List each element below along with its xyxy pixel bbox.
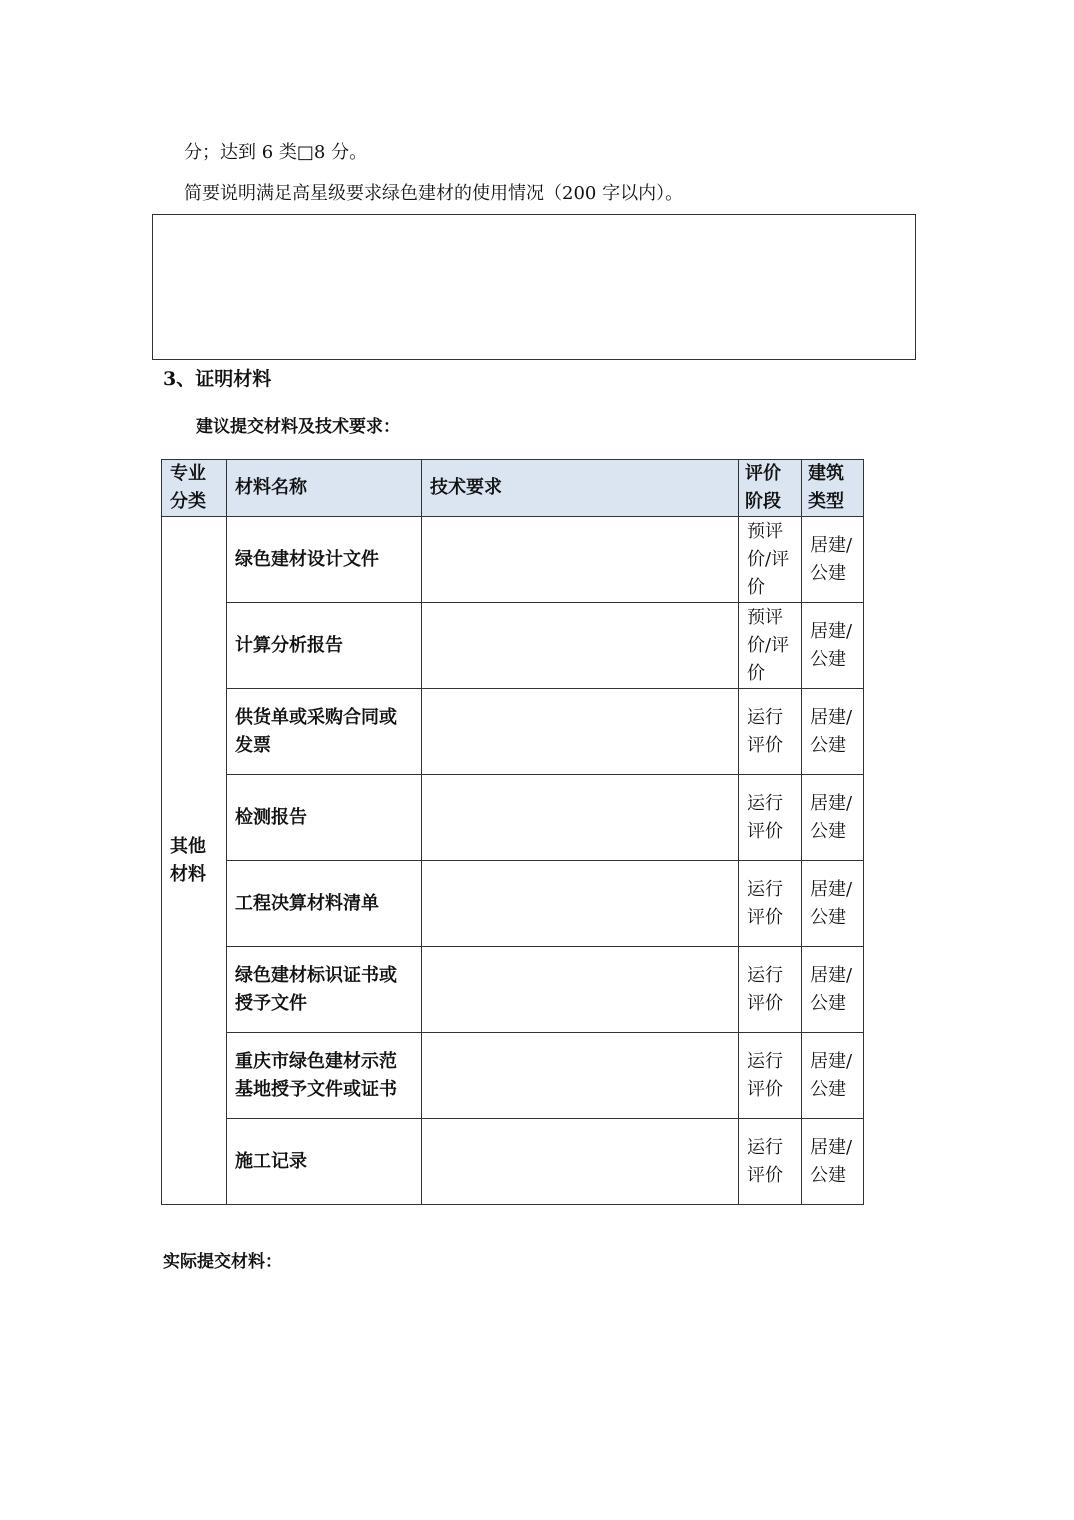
description-textbox[interactable] [152,214,916,360]
table-row [162,517,864,603]
header-name: 材料名称 [227,460,422,517]
stage-cell: 运行评价 [739,947,802,1033]
table-row [162,947,864,1033]
intro-line-1: 分；达到 6 类□8 分。 [184,142,368,163]
requirement-cell [422,947,739,1033]
stage-cell: 运行评价 [739,689,802,775]
stage-cell: 预评价/评价 [739,603,802,689]
requirement-cell [422,1119,739,1205]
materials-table [161,459,864,1205]
requirement-cell [422,689,739,775]
stage-cell: 运行评价 [739,861,802,947]
intro-line-2: 简要说明满足高星级要求绿色建材的使用情况（200 字以内）。 [184,183,684,204]
building-type-cell: 居建/公建 [802,517,864,603]
header-requirement: 技术要求 [422,460,739,517]
section-subheading: 建议提交材料及技术要求： [196,417,400,437]
material-name: 供货单或采购合同或发票 [227,689,422,775]
building-type-cell: 居建/公建 [802,1033,864,1119]
table-row [162,603,864,689]
requirement-cell [422,861,739,947]
stage-cell: 运行评价 [739,1119,802,1205]
table-row [162,1033,864,1119]
header-building-type: 建筑类型 [802,460,864,517]
table-header-row [162,460,864,517]
table-row [162,1119,864,1205]
building-type-cell: 居建/公建 [802,1119,864,1205]
material-name: 绿色建材设计文件 [227,517,422,603]
header-stage: 评价阶段 [739,460,802,517]
building-type-cell: 居建/公建 [802,603,864,689]
material-name: 工程决算材料清单 [227,861,422,947]
header-category: 专业分类 [162,460,227,517]
building-type-cell: 居建/公建 [802,689,864,775]
category-cell: 其他材料 [162,517,227,1205]
requirement-cell [422,603,739,689]
stage-cell: 预评价/评价 [739,517,802,603]
requirement-cell [422,1033,739,1119]
requirement-cell [422,775,739,861]
actual-materials-label: 实际提交材料： [163,1252,282,1272]
material-name: 施工记录 [227,1119,422,1205]
building-type-cell: 居建/公建 [802,775,864,861]
material-name: 重庆市绿色建材示范基地授予文件或证书 [227,1033,422,1119]
table-row [162,775,864,861]
stage-cell: 运行评价 [739,775,802,861]
table-row [162,861,864,947]
requirement-cell [422,517,739,603]
section-heading: 3、证明材料 [163,368,272,390]
stage-cell: 运行评价 [739,1033,802,1119]
building-type-cell: 居建/公建 [802,947,864,1033]
material-name: 计算分析报告 [227,603,422,689]
material-name: 检测报告 [227,775,422,861]
material-name: 绿色建材标识证书或授予文件 [227,947,422,1033]
table-row [162,689,864,775]
building-type-cell: 居建/公建 [802,861,864,947]
